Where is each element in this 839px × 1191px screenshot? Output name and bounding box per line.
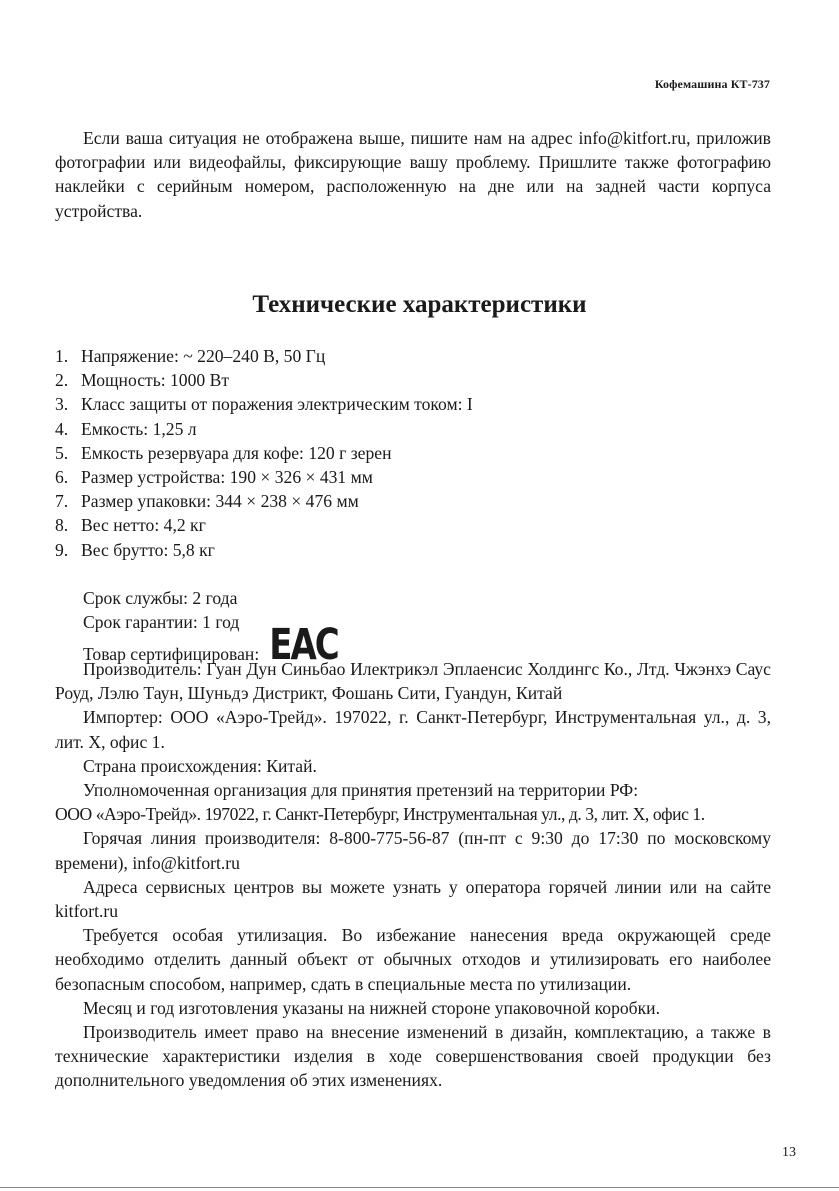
spec-number: 2. <box>55 370 69 391</box>
rights-paragraph: Производитель имеет право на внесение изменений в дизайн, комплектацию, а также в технические характеристики изделия в ходе совершенствования своей продукции без дополнительного уведомления об этих изменениях. <box>55 1022 771 1091</box>
eac-mark-icon: EAC <box>269 620 338 671</box>
running-header: Кофемашина КТ-737 <box>654 77 770 91</box>
legal-section <box>55 657 771 1093</box>
spec-text: Размер устройства: 190 × 326 × 431 мм <box>81 467 373 488</box>
spec-item <box>55 368 473 392</box>
spec-item <box>55 489 473 513</box>
bottom-rule <box>0 1187 839 1188</box>
spec-item <box>55 392 473 416</box>
spec-number: 4. <box>55 418 69 439</box>
spec-number: 5. <box>55 442 69 463</box>
country-paragraph: Страна происхождения: Китай. <box>83 755 317 776</box>
importer-paragraph: Импортер: ООО «Аэро-Трейд». 197022, г. Санкт-Петербург, Инструментальная ул., д. 3, лит. Х, офис 1. <box>55 707 771 752</box>
spec-item <box>55 344 473 368</box>
warranty-period: Срок гарантии: 1 год <box>83 612 240 633</box>
service-info <box>83 586 338 671</box>
spec-text: Емкость: 1,25 л <box>81 418 197 439</box>
intro-paragraph: Если ваша ситуация не отображена выше, пишите нам на адрес info@kitfort.ru, приложив фотографии или видеофайлы, фиксирующие вашу проблему. Пришлите также фотографию наклейки с серийным номером, расположенную на дне или на задней части корпуса устройства. <box>55 128 771 221</box>
service-centers-paragraph: Адреса сервисных центров вы можете узнать у оператора горячей линии или на сайте kitfort.ru <box>55 876 771 922</box>
authorized-org-address: ООО «Аэро-Трейд». 197022, г. Санкт-Петербург, Инструментальная ул., д. 3, лит. Х, офис 1. <box>55 804 705 825</box>
certification-label: Товар сертифицирован: <box>83 644 260 665</box>
spec-number: 3. <box>55 394 69 415</box>
manufacture-date-paragraph: Месяц и год изготовления указаны на нижней стороне упаковочной коробки. <box>83 997 660 1018</box>
spec-item <box>55 441 473 465</box>
service-life: Срок службы: 2 года <box>83 588 238 608</box>
spec-text: Вес нетто: 4,2 кг <box>81 515 206 536</box>
spec-text: Напряжение: ~ 220–240 В, 50 Гц <box>81 346 326 366</box>
spec-text: Класс защиты от поражения электрическим током: I <box>81 394 473 415</box>
spec-number: 1. <box>55 346 69 366</box>
section-title: Технические характеристики <box>252 291 587 318</box>
spec-item <box>55 513 473 537</box>
spec-text: Емкость резервуара для кофе: 120 г зерен <box>81 442 392 463</box>
page-number: 13 <box>782 1145 796 1160</box>
spec-item <box>55 538 473 562</box>
spec-text: Мощность: 1000 Вт <box>81 370 230 391</box>
spec-text: Размер упаковки: 344 × 238 × 476 мм <box>81 491 359 512</box>
spec-number: 6. <box>55 467 69 488</box>
spec-item <box>55 465 473 489</box>
disposal-paragraph: Требуется особая утилизация. Во избежание нанесения вреда окружающей среде необходимо отделить данный объект от обычных отходов и утилизировать его наиболее безопасным способом, например, сдать в специальные места по утилизации. <box>55 925 771 994</box>
spec-item <box>55 417 473 441</box>
spec-number: 8. <box>55 515 69 536</box>
manufacturer-paragraph: Производитель: Гуан Дун Синьбао Илектрикэл Эплаенсис Холдингс Ко., Лтд. Чжэнхэ Саус Роуд, Лэлю Таун, Шуньдэ Дистрикт, Фошань Сити, Гуандун, Китай <box>55 659 771 704</box>
hotline-paragraph: Горячая линия производителя: 8-800-775-56-87 (пн-пт с 9:30 до 17:30 по московскому времени), info@kitfort.ru <box>55 828 771 873</box>
intro-section <box>55 126 771 223</box>
spec-list <box>55 344 473 562</box>
spec-text: Вес брутто: 5,8 кг <box>81 539 215 560</box>
spec-number: 7. <box>55 491 69 512</box>
authorized-org-paragraph: Уполномоченная организация для принятия претензий на территории РФ: <box>83 780 639 801</box>
spec-number: 9. <box>55 539 69 560</box>
